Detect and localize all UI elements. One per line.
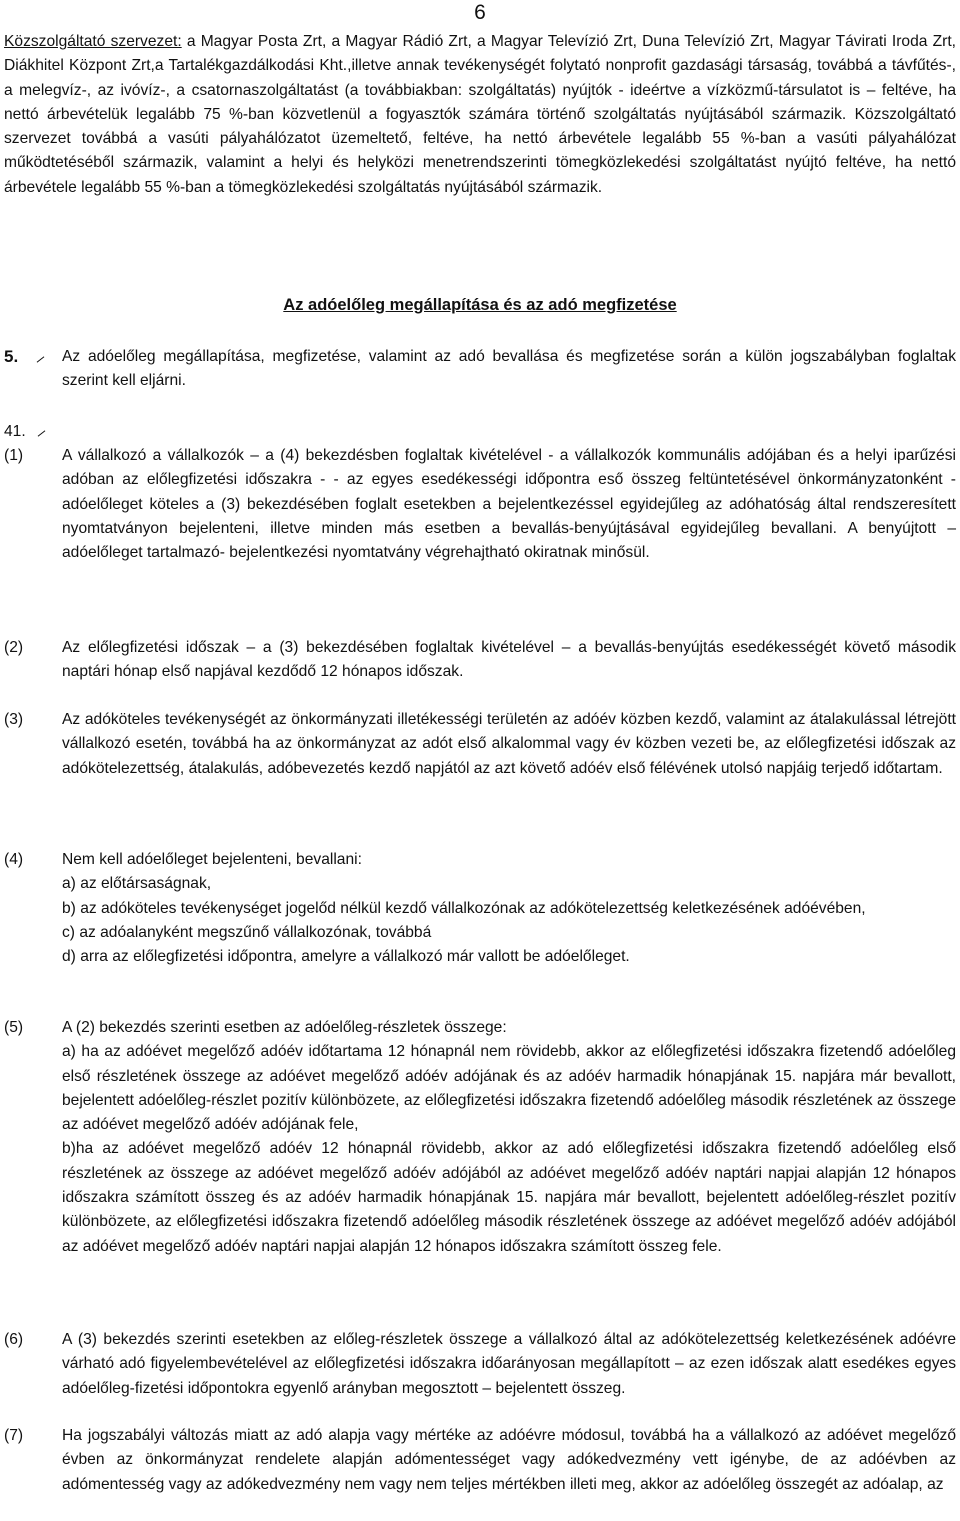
section-heading: Az adóelőleg megállapítása és az adó megfizetése [283,296,677,314]
paragraph-line: a) ha az adóévet megelőző adóév időtartama 12 hónapnál nem rövidebb, akkor az előlegfizetési időszakra fizetendő adóelőleg első részletének összege az adóévet megelőző adóév adójának és az adóév harmadik hónapjának 15. napjára már bevallott, bejelentett adóelőleg-részlet pozitív különbözete, az előlegfizetési időszakra fizetendő adóelőleg második részletének az összege az adóévet megelőző adóév adójának fele, [62,1043,956,1134]
paragraph-number: (2) [4,639,24,656]
section-5-text: Az adóelőleg megállapítása, megfizetése, valamint az adó bevallása és megfizetése során a külön jogszabályban foglaltak szerint kell eljárni. [62,348,956,390]
paragraph-number: (7) [4,1427,24,1444]
paragraph-line: A (2) bekezdés szerinti esetben az adóelőleg-részletek összege: [62,1019,507,1036]
paragraph-text [62,848,956,969]
paragraph-line: d) arra az előlegfizetési időpontra, amelyre a vállalkozó már vallott be adóelőleget. [62,948,630,966]
paragraph-number: (3) [4,711,24,728]
paragraph-line: Az előlegfizetési időszak – a (3) bekezdésében foglaltak kivételével – a bevallás-benyújtás esedékességét követő második naptári hónap első napjával kezdődő 12 hónapos időszak. [62,639,956,681]
paragraph-line: b)ha az adóévet megelőző adóév 12 hónapnál rövidebb, akkor az adó előlegfizetési időszakra fizetendő adóelőleg első részletének az összege az adóévet megelőző adóév adójából az adóévet megelőző adóév naptári napjai alapján 12 hónapos időszakra számított összeg és az adóév harmadik hónapjának 15. napjára már bevallott, bejelentett adóelőleg-részlet pozitív különbözete, az előlegfizetési időszakra fizetendő adóelőleg második részletének összege az adóévet megelőző adóév adójából az adóévet megelőző adóév naptári napjai alapján 12 hónapos időszakra számított összeg fele. [62,1140,956,1255]
paragraph-text [62,444,956,565]
paragraph-line: c) az adóalanyként megszűnő vállalkozónak, továbbá [62,923,432,941]
paragraph-text [62,1016,956,1259]
paragraph-number: (4) [4,851,24,868]
paragraph-text [62,1424,956,1497]
paragraph-line: Nem kell adóelőleget bejelenteni, bevallani: [62,851,362,868]
paragraph-number: (1) [4,447,24,464]
paragraph-number: (6) [4,1331,24,1348]
amendment-mark [38,430,46,436]
paragraph-line: b) az adóköteles tevékenységet jogelőd nélkül kezdő vállalkozónak az adókötelezettség keletkezésének adóévében, [62,899,866,917]
paragraph-text [62,1328,956,1401]
page-number: 6 [474,1,486,24]
paragraph-text [62,636,956,685]
intro-text: a Magyar Posta Zrt, a Magyar Rádió Zrt, a Magyar Televízió Zrt, Duna Televízió Zrt, Magyar Távirati Iroda Zrt, Diákhitel Központ Zrt,a Tartalékgazdálkodási Kht.,illetve annak tevékenységét folytató nonprofit gazdasági társaság, továbbá a távfűtés-, a melegvíz-, az ivóvíz-, a csatornaszolgáltatást (a továbbiakban: szolgáltatás) nyújtók - ideértve a vízközmű-társulatot is – feltéve, ha nettó árbevételük legalább 75 %-ban közvetlenül a fogyasztók számára történő szolgáltatás nyújtásából származik. Közszolgáltató szervezet továbbá a vasúti pályahálózatot üzemeltető, feltéve, ha nettó árbevétele legalább 55 %-ban a vasúti pályahálózat működtetéséből származik, valamint a helyi és helyközi menetrendszerinti tömegközlekedési szolgáltatást nyújtó feltéve, ha nettó árbevétele legalább 55 %-ban a tömegközlekedési szolgáltatás nyújtásából származik. [4,33,956,196]
paragraph-text [62,708,956,781]
paragraph-line: A (3) bekezdés szerinti esetekben az előleg-részletek összege a vállalkozó által az adókötelezettség keletkezésének adóévre várható adó figyelembevételével az előlegfizetési időszakra időarányosan megállapított – az ezen időszak alatt esedékes egyes adóelőleg-fizetési időpontokra egyenlő arányban megosztott – bejelentett összeg. [62,1331,956,1397]
amendment-mark [37,356,45,362]
section-5-number: 5. [4,347,19,366]
paragraph-line: a) az előtársaságnak, [62,875,212,893]
paragraph-number: (5) [4,1019,24,1036]
section-41-number: 41. [4,423,26,440]
intro-label: Közszolgáltató szervezet: [4,33,182,50]
paragraph-line: A vállalkozó a vállalkozók – a (4) bekezdésben foglaltak kivételével - a vállalkozók kommunális adójában és a helyi iparűzési adóban az előlegfizetési időszakra - - az egyes esedékességi időpontra eső összeg feltüntetésével önkormányzatonként - adóelőleget köteles a (3) bekezdésében foglalt esetekben a bejelentkezéssel egyidejűleg az adóhatóság által rendszeresített nyomtatványon bejelenteni, illetve minden más esetben a bevallás-benyújtásával egyidejűleg bevallani. A benyújtott – adóelőleget tartalmazó- bejelentkezési nyomtatvány végrehajtható okiratnak minősül. [62,447,956,562]
paragraph-line: Ha jogszabályi változás miatt az adó alapja vagy mértéke az adóévre módosul, továbbá ha a vállalkozó az adóévet megelőző évben az önkormányzat rendelete alapján adómentességet vagy adókedvezmény vett igénybe, de az adóévben az adómentesség vagy az adókedvezmény nem vagy nem teljes mértékben illeti meg, akkor az adóelőleg összegét az adóalap, az [62,1427,956,1493]
paragraph-line: Az adóköteles tevékenységét az önkormányzati illetékességi területén az adóév közben kezdő, valamint az átalakulással létrejött vállalkozó esetén, továbbá ha az önkormányzat az adót első alkalommal vagy év közben vezeti be, az előlegfizetési időszak az adókötelezettség, átalakulás, adóbevezetés kezdő napjától az azt követő adóév első félévének utolsó napjáig terjedő időtartam. [62,711,956,777]
intro-paragraph [4,30,956,200]
